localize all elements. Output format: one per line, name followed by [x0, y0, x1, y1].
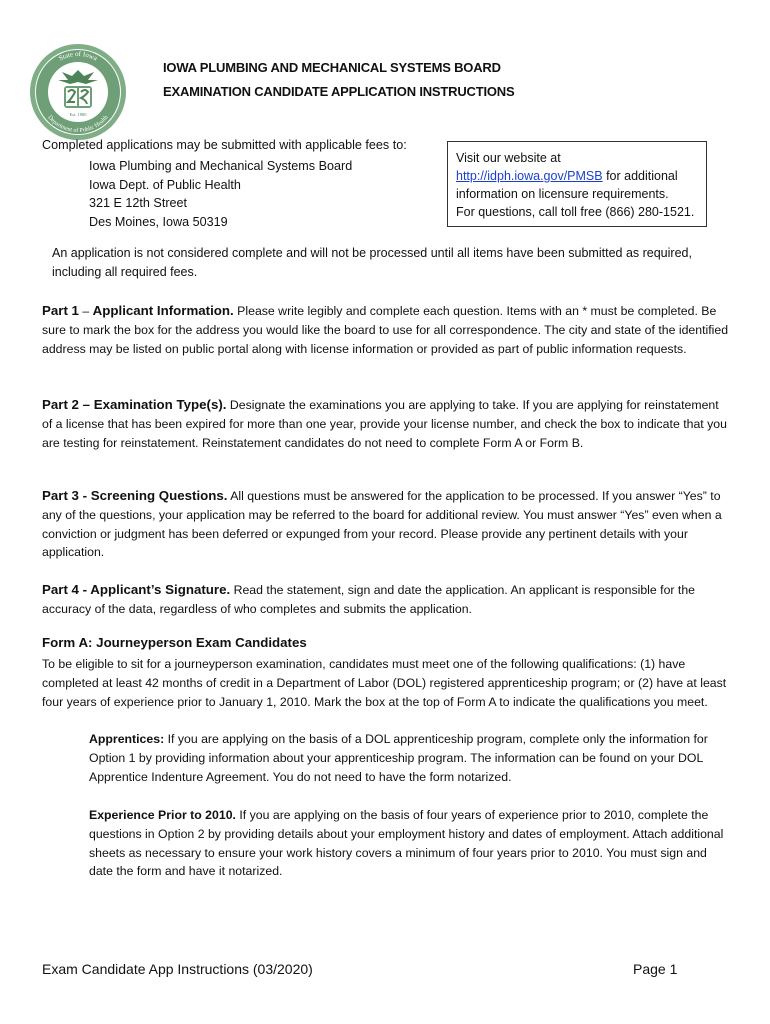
address-line: Iowa Plumbing and Mechanical Systems Board: [89, 159, 353, 173]
part-1-heading-a: Part 1: [42, 303, 79, 318]
website-link[interactable]: http://idph.iowa.gov/PMSB: [456, 169, 603, 183]
website-info-box: [447, 141, 707, 227]
experience-section: [89, 806, 733, 881]
submission-intro: Completed applications may be submitted with applicable fees to:: [42, 138, 407, 152]
phone-info-text: For questions, call toll free (866) 280-1521.: [456, 205, 695, 219]
form-a-body: To be eligible to sit for a journeyperson examination, candidates must meet one of the following qualifications: (1) have completed at least 42 months of credit in a Department of Labor (DOL) registered apprenticeship program; or (2) have at least four years of experience prior to January 1, 2010. Mark the box at the top of Form A to indicate the qualifications you meet.: [42, 657, 727, 709]
form-a-heading: Form A: Journeyperson Exam Candidates: [42, 635, 307, 650]
part-1-body: Please write legibly and complete each question. Items with an * must be completed. Be sure to mark the box for the address you would like the board to use for all correspondence. The city and state of the identified address may be listed on public portal along with license information or provided as part of public information requests.: [42, 304, 729, 356]
part-1-heading-b: Applicant Information.: [92, 303, 234, 318]
apprentices-body: If you are applying on the basis of a DOL apprenticeship program, complete only the information for Option 1 by providing information about your apprenticeship program. The information can be found on your DOL Apprentice Indenture Agreement. You do not need to have the form notarized.: [89, 732, 708, 784]
part-3-body: All questions must be answered for the application to be processed. If you answer “Yes” to any of the questions, your application may be referred to the board for additional review. You must answer “Yes” even when a conviction or judgment has been deferred or expunged from your record. Please provide any pertinent details with your application.: [42, 489, 722, 560]
footer-document-title: Exam Candidate App Instructions (03/2020): [42, 961, 313, 977]
address-line: Iowa Dept. of Public Health: [89, 177, 241, 192]
seal-text-bottom: Department of Public Health: [46, 114, 110, 135]
part-2-heading: Part 2 – Examination Type(s).: [42, 397, 227, 412]
part-4-body: Read the statement, sign and date the application. An applicant is responsible for the accuracy of the data, regardless of who completes and submits the application.: [42, 583, 696, 616]
experience-body: If you are applying on the basis of four years of experience prior to 2010, complete the questions in Option 2 by providing details about your employment history and dates of employment. Attach additional sheets as necessary to ensure your work history covers a minimum of four years prior to 2010. You must sign and date the form and have it notarized.: [89, 808, 724, 879]
address-line: Des Moines, Iowa 50319: [89, 214, 228, 229]
mailing-address: [89, 157, 352, 231]
address-line: 321 E 12th Street: [89, 196, 188, 210]
website-intro: Visit our website at: [456, 151, 561, 165]
website-info-text: information on licensure requirements.: [456, 187, 669, 201]
seal-est: Est. 1880: [69, 112, 87, 117]
part-1-section: [42, 302, 732, 358]
page-title-line1: IOWA PLUMBING AND MECHANICAL SYSTEMS BOARD: [163, 60, 501, 75]
experience-label: Experience Prior to 2010.: [89, 808, 236, 822]
page-title-line2: EXAMINATION CANDIDATE APPLICATION INSTRUCTIONS: [163, 84, 515, 99]
part-1-dash: –: [78, 304, 93, 318]
iowa-department-seal: [28, 42, 128, 142]
website-link-suffix: for additional: [602, 169, 678, 183]
apprentices-section: [89, 730, 733, 786]
part-3-heading: Part 3 - Screening Questions.: [42, 488, 228, 503]
part-4-heading: Part 4 - Applicant’s Signature.: [42, 582, 231, 597]
completeness-notice: An application is not considered complete and will not be processed until all items have been submitted as required, including all required fees.: [52, 246, 692, 279]
seal-text-top: State of Iowa: [57, 49, 99, 63]
part-4-section: [42, 581, 732, 619]
part-2-section: [42, 396, 732, 452]
part-2-body: Designate the examinations you are applying to take. If you are applying for reinstatement of a license that has been expired for more than one year, provide your license number, and check the box to indicate that you are testing for reinstatement. Reinstatement candidates do not need to complete Form A or Form B.: [42, 398, 727, 450]
website-link-line: [456, 167, 698, 185]
part-3-section: [42, 487, 732, 562]
apprentices-label: Apprentices:: [89, 732, 165, 746]
footer-page-number: Page 1: [633, 961, 678, 977]
